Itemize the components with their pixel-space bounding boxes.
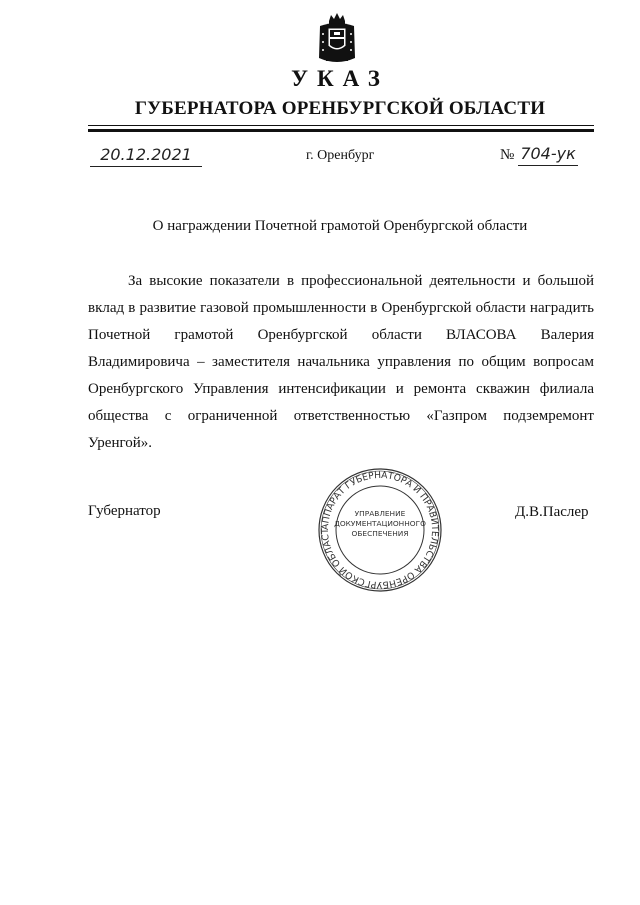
seal-ring-text: АППАРАТ ГУБЕРНАТОРА И ПРАВИТЕЛЬСТВА ОРЕНБУРГСКОЙ ОБЛАСТ <box>319 469 441 591</box>
signer-title: Губернатор <box>88 503 161 519</box>
issuer-title: ГУБЕРНАТОРА ОРЕНБУРГСКОЙ ОБЛАСТИ <box>134 98 546 119</box>
document-place: г. Оренбург <box>306 148 375 163</box>
number-sign: № <box>500 147 515 163</box>
signer-name: Д.В.Паслер <box>515 504 589 520</box>
document-type-title: УКАЗ <box>291 66 389 91</box>
header-divider-thick <box>88 129 594 132</box>
number-value: 704-ук <box>518 143 577 166</box>
document-body: За высокие показатели в профессиональной деятельности и большой вклад в развитие газовой промышленности в Оренбургской области наградить Почетной грамотой Оренбургской области ВЛАСОВА Валерия Владимировича – заместителя начальника управления по общим вопросам Оренбургского Управления интенсификации и ремонта скважин филиала общества с ограниченной ответственностью «Газпром подземремонт Уренгой». <box>88 273 594 451</box>
coat-of-arms-icon <box>316 12 358 66</box>
document-number <box>500 143 592 166</box>
header-divider-thin <box>88 125 594 126</box>
seal-center-line-1: УПРАВЛЕНИЕ <box>354 509 406 518</box>
seal-center-line-3: ОБЕСПЕЧЕНИЯ <box>351 529 409 538</box>
document-date: 20.12.2021 <box>90 144 202 167</box>
official-seal-stamp <box>316 468 444 592</box>
document-heading: О награждении Почетной грамотой Оренбургской области <box>152 218 528 234</box>
seal-center-line-2: ДОКУМЕНТАЦИОННОГО <box>334 519 426 528</box>
